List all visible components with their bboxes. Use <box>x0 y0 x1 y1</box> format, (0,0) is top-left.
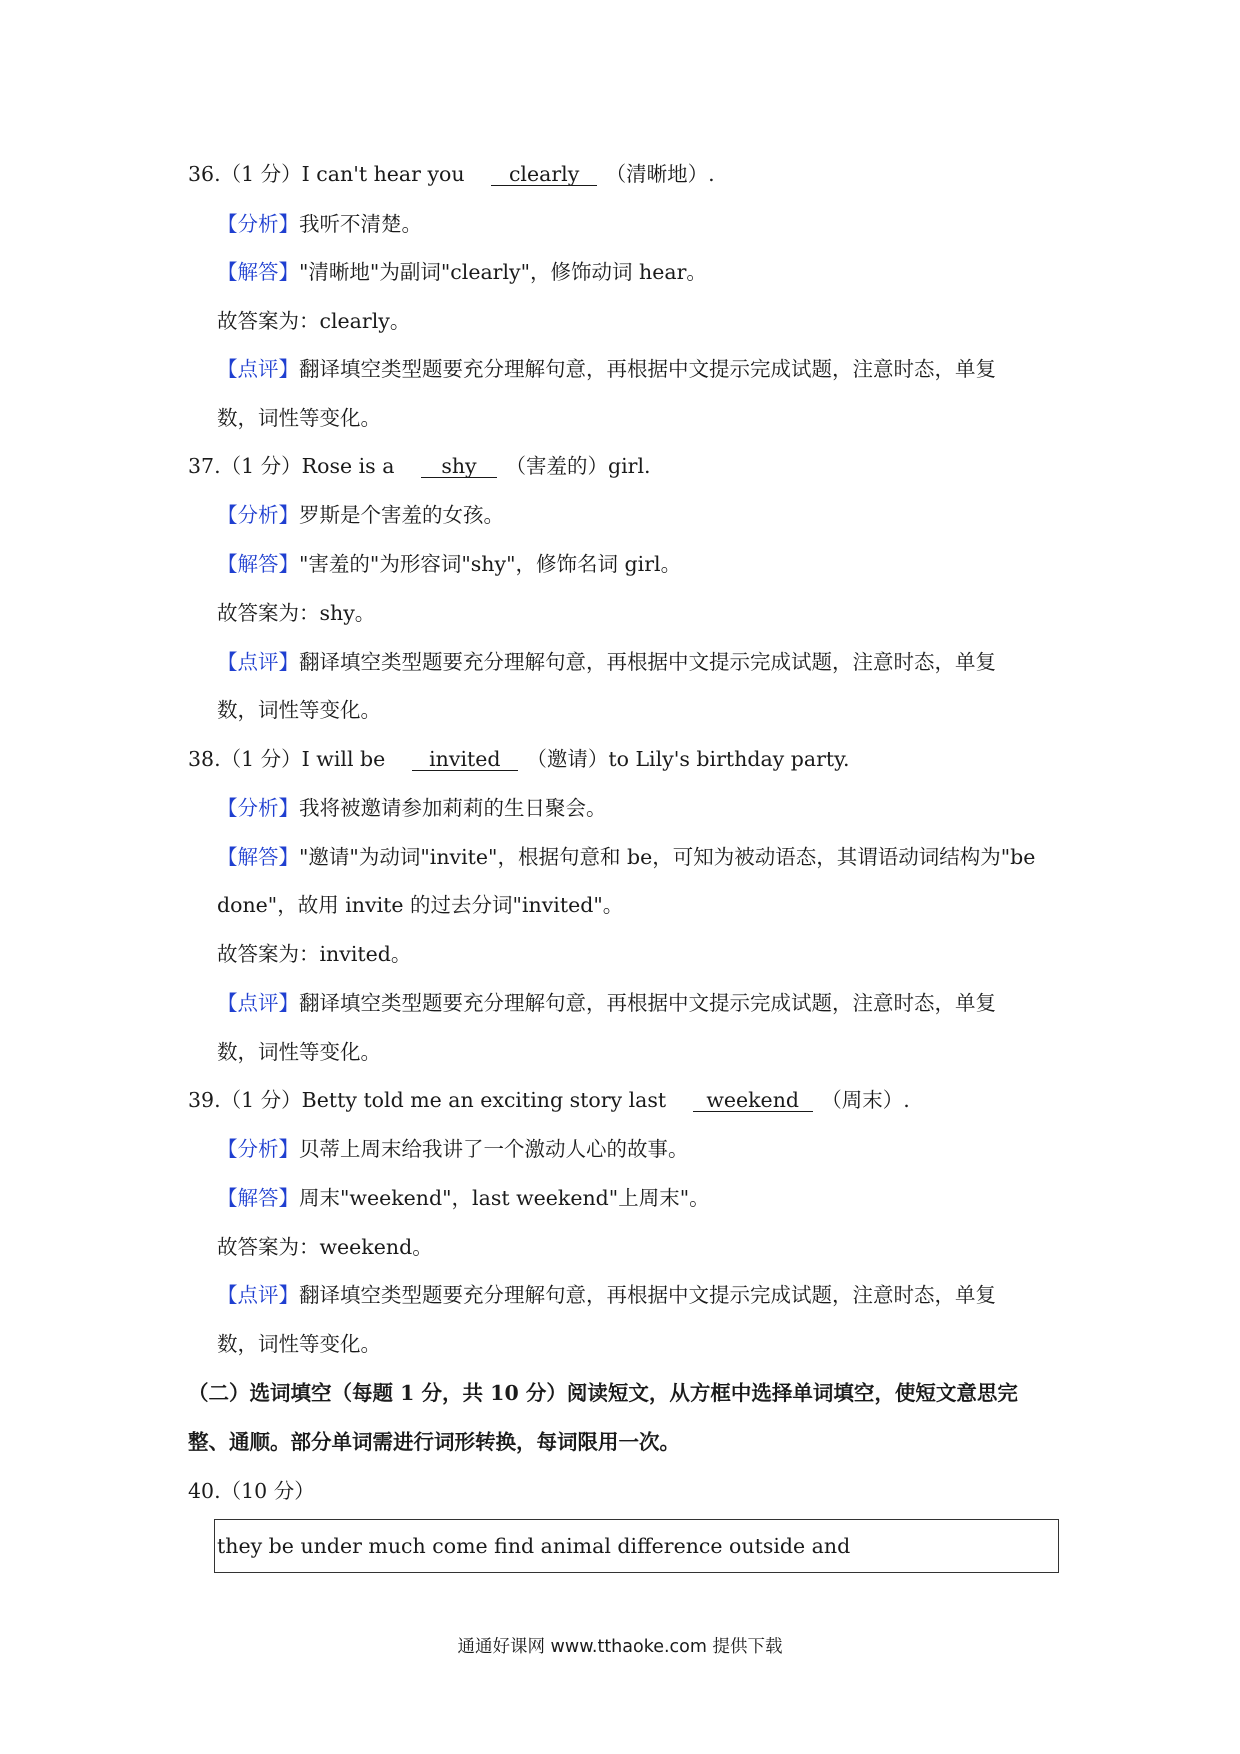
solution-line: 【解答】周末"weekend"，last weekend"上周末"。 <box>217 1186 710 1210</box>
final-answer-line: 故答案为：clearly。 <box>217 309 411 333</box>
question-36-stem: 36.（1 分）I can't hear you clearly （清晰地）. <box>188 162 715 186</box>
word-bank-box: they be under much come find animal difference outside and <box>214 1519 1059 1573</box>
comment-line-continued: 数，词性等变化。 <box>217 1332 381 1356</box>
analysis-line: 【分析】我听不清楚。 <box>217 212 422 236</box>
analysis-line: 【分析】罗斯是个害羞的女孩。 <box>217 503 504 527</box>
analysis-line: 【分析】贝蒂上周末给我讲了一个激动人心的故事。 <box>217 1137 689 1161</box>
answer-blank: shy <box>421 455 497 478</box>
answer-blank: weekend <box>693 1089 813 1112</box>
comment-line: 【点评】翻译填空类型题要充分理解句意，再根据中文提示完成试题，注意时态，单复 <box>217 1283 996 1307</box>
comment-line-continued: 数，词性等变化。 <box>217 406 381 430</box>
comment-line-continued: 数，词性等变化。 <box>217 698 381 722</box>
solution-line-continued: done"，故用 invite 的过去分词"invited"。 <box>217 893 624 917</box>
comment-line-continued: 数，词性等变化。 <box>217 1040 381 1064</box>
analysis-line: 【分析】我将被邀请参加莉莉的生日聚会。 <box>217 796 607 820</box>
final-answer-line: 故答案为：weekend。 <box>217 1235 433 1259</box>
solution-line: 【解答】"害羞的"为形容词"shy"，修饰名词 girl。 <box>217 552 682 576</box>
question-39-stem: 39.（1 分）Betty told me an exciting story last weekend （周末）. <box>188 1088 910 1112</box>
answer-blank: invited <box>412 748 518 771</box>
final-answer-line: 故答案为：shy。 <box>217 601 376 625</box>
comment-line: 【点评】翻译填空类型题要充分理解句意，再根据中文提示完成试题，注意时态，单复 <box>217 991 996 1015</box>
final-answer-line: 故答案为：invited。 <box>217 942 412 966</box>
answer-blank: clearly <box>491 163 597 186</box>
comment-line: 【点评】翻译填空类型题要充分理解句意，再根据中文提示完成试题，注意时态，单复 <box>217 357 996 381</box>
comment-line: 【点评】翻译填空类型题要充分理解句意，再根据中文提示完成试题，注意时态，单复 <box>217 650 996 674</box>
solution-line: 【解答】"清晰地"为副词"clearly"，修饰动词 hear。 <box>217 260 707 284</box>
solution-line: 【解答】"邀请"为动词"invite"，根据句意和 be，可知为被动语态，其谓语动词结构为"be <box>217 845 1036 869</box>
section-heading-continued: 整、通顺。部分单词需进行词形转换，每词限用一次。 <box>188 1430 680 1454</box>
question-40-stem: 40.（10 分） <box>188 1479 315 1503</box>
question-38-stem: 38.（1 分）I will be invited （邀请）to Lily's birthday party. <box>188 747 850 771</box>
section-heading: （二）选词填空（每题 1 分，共 10 分）阅读短文，从方框中选择单词填空，使短文意思完 <box>188 1381 1018 1405</box>
question-37-stem: 37.（1 分）Rose is a shy （害羞的）girl. <box>188 454 651 478</box>
page-footer: 通通好课网 www.tthaoke.com 提供下载 <box>457 1637 783 1657</box>
